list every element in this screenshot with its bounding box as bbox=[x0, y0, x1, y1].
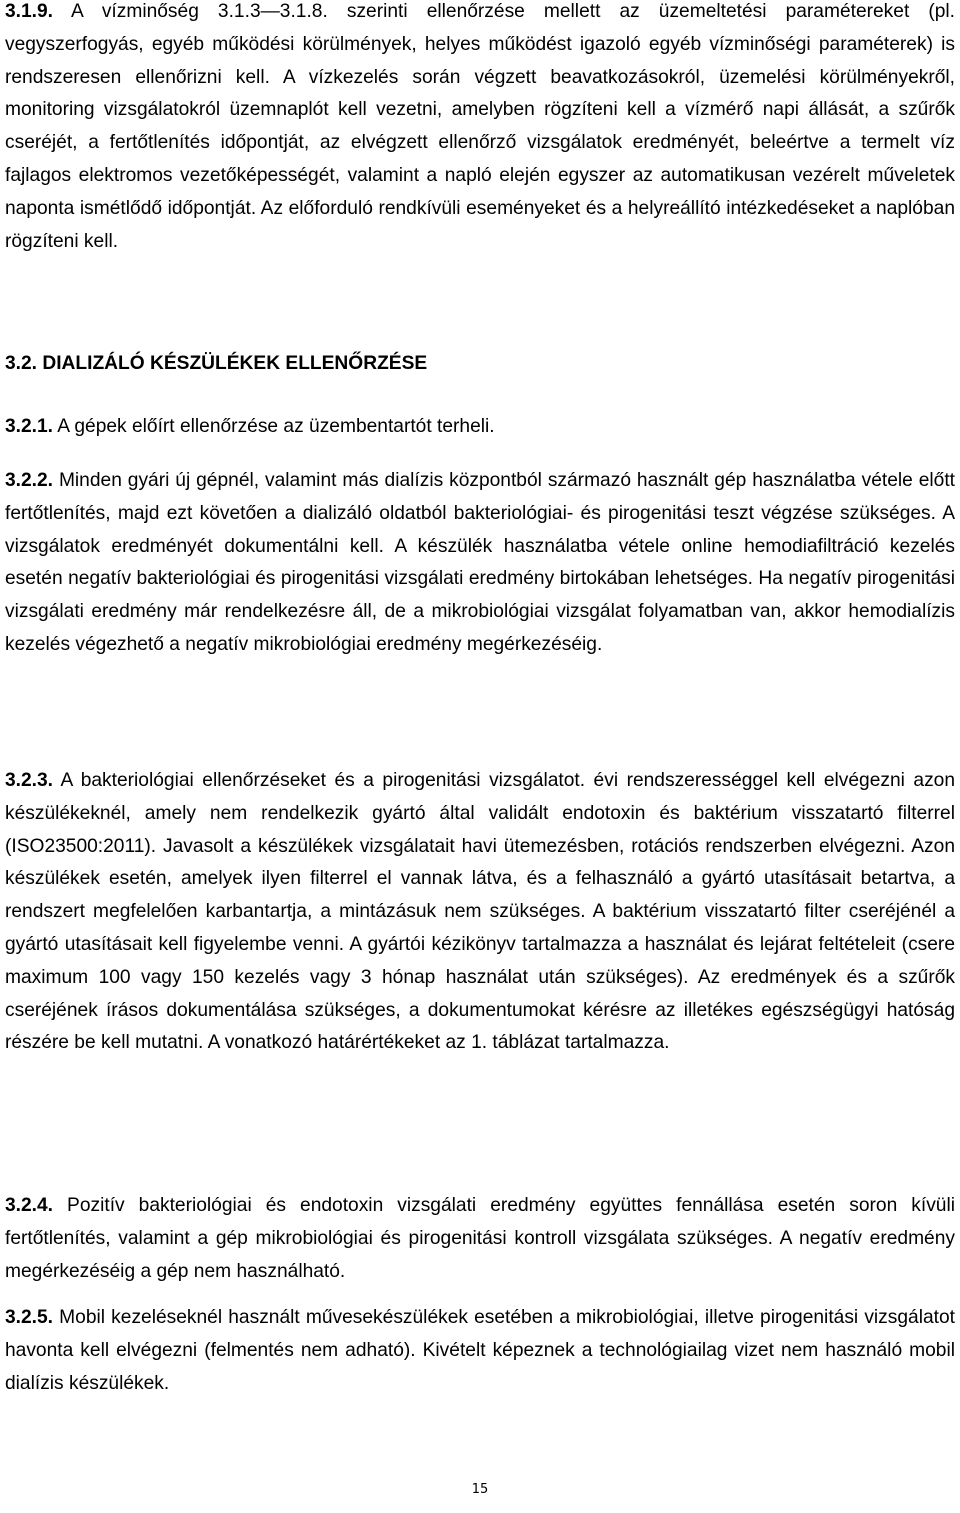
paragraph-3-1-9 bbox=[5, 0, 955, 258]
section-title: DIALIZÁLÓ KÉSZÜLÉKEK ELLENŐRZÉSE bbox=[42, 353, 428, 374]
page-number: 15 bbox=[471, 1482, 489, 1497]
paragraph-number: 3.2.2. bbox=[5, 470, 54, 491]
paragraph-3-2-2 bbox=[5, 465, 955, 662]
section-heading-3-2 bbox=[5, 348, 427, 381]
paragraph-3-2-5 bbox=[5, 1302, 955, 1400]
paragraph-text: A bakteriológiai ellenőrzéseket és a pirogenitási vizsgálatot. évi rendszerességgel kell elvégezni azon készülékeknél, amely nem rendelkezik gyártó által validált endotoxin és baktérium visszatartó filterrel (ISO23500:2011). Javasolt a készülékek vizsgálatait havi ütemezésben, rotációs rendszerben elvégezni. Azon készülékek esetén, amelyek ilyen filterrel el vannak látva, és a felhasználó a gyártó utasításait betartva, a rendszert megfelelően karbantartja, a mintázásuk nem szükséges. A baktérium visszatartó filter cseréjénél a gyártó utasításait kell figyelembe venni. A gyártói kézikönyv tartalmazza a használat és lejárat feltételeit (csere maximum 100 vagy 150 kezelés vagy 3 hónap használat után szükséges). Az eredmények és a szűrők cseréjének írásos dokumentálása szükséges, a dokumentumokat kérésre az illetékes egészségügyi hatóság részére be kell mutatni. A vonatkozó határértékeket az 1. táblázat tartalmazza. bbox=[5, 770, 956, 1054]
paragraph-text: Mobil kezeléseknél használt művesekészülékek esetében a mikrobiológiai, illetve pirogenitási vizsgálatot havonta kell elvégezni (felmentés nem adható). Kivételt képeznek a technológiailag vizet nem használó mobil dialízis készülékek. bbox=[5, 1307, 955, 1394]
section-number: 3.2. bbox=[5, 353, 38, 374]
paragraph-3-2-3 bbox=[5, 765, 955, 1060]
paragraph-text: A gépek előírt ellenőrzése az üzembentartót terheli. bbox=[57, 416, 495, 437]
paragraph-text: Minden gyári új gépnél, valamint más dialízis központból származó használt gép használatba vétele előtt fertőtlenítés, majd ezt követően a dializáló oldatból bakteriológiai- és pirogenitási teszt végzése szükséges. A vizsgálatok eredményét dokumentálni kell. A készülék használatba vétele online hemodiafiltráció kezelés esetén negatív bakteriológiai és pirogenitási vizsgálati eredmény birtokában lehetséges. Ha negatív pirogenitási vizsgálati eredmény már rendelkezésre áll, de a mikrobiológiai vizsgálat folyamatban van, akkor hemodialízis kezelés végezhető a negatív mikrobiológiai eredmény megérkezéséig. bbox=[5, 470, 955, 655]
paragraph-3-2-1 bbox=[5, 411, 495, 444]
paragraph-text: Pozitív bakteriológiai és endotoxin vizsgálati eredmény együttes fennállása esetén soron kívüli fertőtlenítés, valamint a gép mikrobiológiai és pirogenitási kontroll vizsgálata szükséges. A negatív eredmény megérkezéséig a gép nem használható. bbox=[5, 1195, 955, 1282]
paragraph-text: A vízminőség 3.1.3—3.1.8. szerinti ellenőrzése mellett az üzemeltetési paramétereket (pl. vegyszerfogyás, egyéb működési körülmények, helyes működést igazoló egyéb vízminőségi paraméterek) is rendszeresen ellenőrizni kell. A vízkezelés során végzett beavatkozásokról, üzemelési körülményekről, monitoring vizsgálatokról üzemnaplót kell vezetni, amelyben rögzíteni kell a vízmérő napi állását, a szűrők cseréjét, a fertőtlenítés időpontját, az elvégzett ellenőrző vizsgálatok eredményét, beleértve a termelt víz fajlagos elektromos vezetőképességét, valamint a napló elején egyszer az automatikusan vezérelt műveletek naponta ismétlődő időpontját. Az előforduló rendkívüli eseményeket és a helyreállító intézkedéseket a naplóban rögzíteni kell. bbox=[5, 1, 955, 252]
paragraph-number: 3.2.5. bbox=[5, 1307, 54, 1328]
paragraph-number: 3.2.1. bbox=[5, 416, 54, 437]
paragraph-number: 3.2.3. bbox=[5, 770, 54, 791]
paragraph-number: 3.2.4. bbox=[5, 1195, 54, 1216]
paragraph-3-2-4 bbox=[5, 1190, 955, 1288]
paragraph-number: 3.1.9. bbox=[5, 1, 54, 22]
